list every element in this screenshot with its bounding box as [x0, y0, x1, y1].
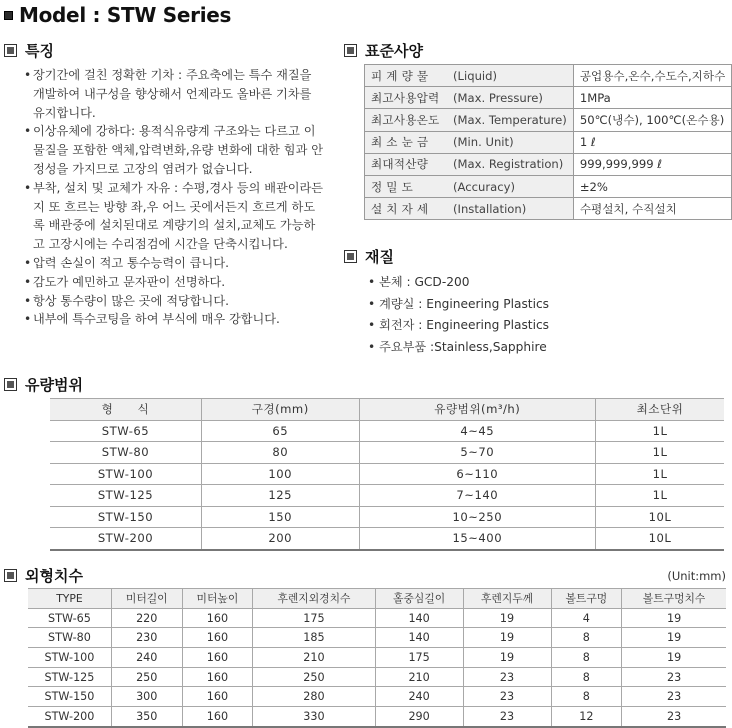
spec-heading	[344, 40, 423, 60]
spec-heading-text: 표준사양	[365, 41, 423, 60]
table-row: 설 치 자 세 (Installation) 수평설치, 수직설치	[365, 198, 732, 220]
dimension-heading-text: 외형치수	[25, 566, 83, 585]
list-item: • 주요부품 :Stainless,Sapphire	[368, 337, 549, 359]
page-title-text: Model : STW Series	[19, 3, 232, 27]
table-row: STW-65 220 160 175 140 19 4 19	[28, 608, 726, 628]
feature-item: • 내부에 특수코팅을 하여 부식에 매우 강합니다.	[24, 310, 324, 329]
dimension-heading	[4, 565, 83, 585]
table-row: STW-200 200 15~400 10L	[50, 528, 724, 550]
list-item: • 회전자 : Engineering Plastics	[368, 315, 549, 337]
section-icon	[4, 44, 17, 57]
table-row: STW-150 300 160 280 240 23 8 23	[28, 687, 726, 707]
section-icon	[344, 44, 357, 57]
title-square-icon	[4, 11, 13, 20]
table-row: 최고사용온도 (Max. Temperature) 50℃(냉수), 100℃(온수용)	[365, 109, 732, 131]
table-row: 최대적산량 (Max. Registration) 999,999,999 ℓ	[365, 153, 732, 175]
material-list	[368, 272, 549, 358]
feature-item: • 부착, 설치 및 교체가 자유 : 수평,경사 등의 배관이라든지 또 흐르는 방향 좌,우 어느 곳에서든지 흐르게 하도록 배관중에 설치된대로 계량기의 설치,교체도 가능하고 고장시에는 수리점검에 시간을 단축시킵니다.	[24, 179, 324, 254]
feature-item: • 압력 손실이 적고 통수능력이 큽니다.	[24, 254, 324, 273]
flow-heading-text: 유량범위	[25, 375, 83, 394]
table-row: STW-125 125 7~140 1L	[50, 485, 724, 507]
features-heading	[4, 40, 54, 60]
table-row: STW-100 100 6~110 1L	[50, 463, 724, 485]
feature-item: • 감도가 예민하고 문자판이 선명하다.	[24, 273, 324, 292]
table-row: 정 밀 도 (Accuracy) ±2%	[365, 175, 732, 197]
features-list	[24, 66, 324, 329]
flow-range-table	[50, 398, 724, 551]
material-heading	[344, 246, 394, 266]
material-heading-text: 재질	[365, 247, 394, 266]
section-icon	[4, 378, 17, 391]
table-row: STW-65 65 4~45 1L	[50, 420, 724, 442]
section-icon	[4, 569, 17, 582]
feature-item: • 이상유체에 강하다: 용적식유량계 구조와는 다르고 이물질을 포함한 액체,압력변화,유량 변화에 대한 힘과 안정성을 가지므로 고장의 염려가 없습니다.	[24, 122, 324, 178]
table-row: STW-80 80 5~70 1L	[50, 442, 724, 464]
table-row: 피 계 량 물 (Liquid) 공업용수,온수,수도수,지하수	[365, 65, 732, 87]
table-header-row: TYPE 미터길이 미터높이 후렌지외경치수 홀중심길이 후렌지두께 볼트구멍 볼트구멍치수	[28, 589, 726, 609]
table-row: STW-80 230 160 185 140 19 8 19	[28, 628, 726, 648]
list-item: • 계량실 : Engineering Plastics	[368, 294, 549, 316]
table-row: STW-100 240 160 210 175 19 8 19	[28, 648, 726, 668]
feature-item: • 장기간에 걸친 정확한 기차 : 주요축에는 특수 재질을 개발하여 내구성을 향상해서 언제라도 올바른 기차를 유지합니다.	[24, 66, 324, 122]
spec-table	[364, 64, 732, 220]
table-row: 최고사용압력 (Max. Pressure) 1MPa	[365, 87, 732, 109]
list-item: • 본체 : GCD-200	[368, 272, 549, 294]
table-row: STW-150 150 10~250 10L	[50, 506, 724, 528]
dimension-table	[28, 588, 726, 728]
unit-label: (Unit:mm)	[667, 569, 726, 583]
page-title	[4, 2, 231, 28]
features-heading-text: 특징	[25, 41, 54, 60]
table-header-row: 형 식 구경(mm) 유량범위(m³/h) 최소단위	[50, 399, 724, 421]
feature-item: • 항상 통수량이 많은 곳에 적당합니다.	[24, 292, 324, 311]
flow-heading	[4, 374, 83, 394]
table-row: 최 소 눈 금 (Min. Unit) 1 ℓ	[365, 131, 732, 153]
table-row: STW-125 250 160 250 210 23 8 23	[28, 667, 726, 687]
section-icon	[344, 250, 357, 263]
table-row: STW-200 350 160 330 290 23 12 23	[28, 707, 726, 727]
